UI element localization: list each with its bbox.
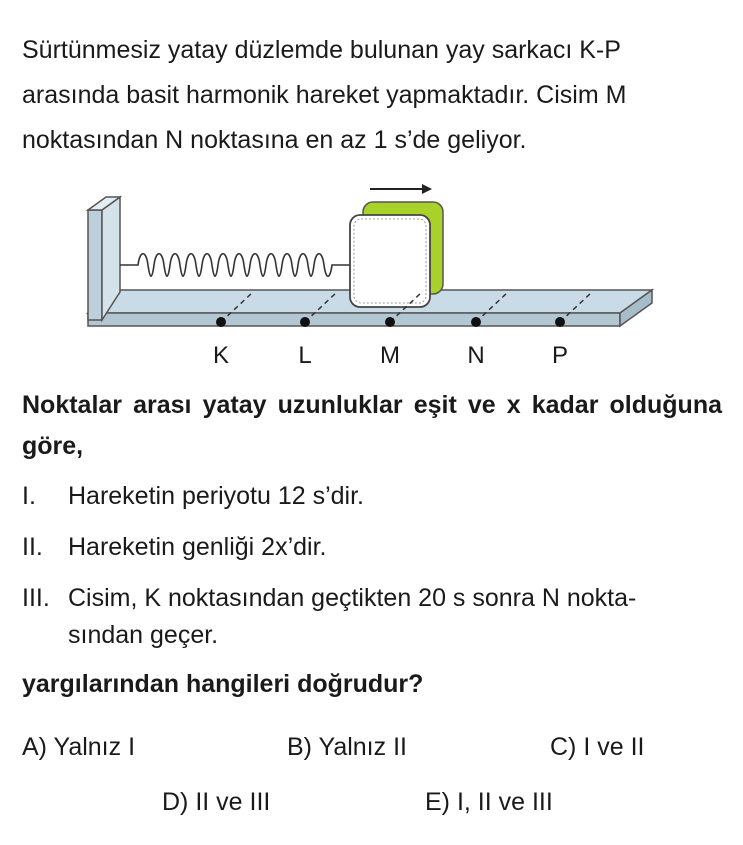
point-n — [471, 317, 481, 327]
statement-number: II. — [22, 533, 43, 561]
point-l — [300, 317, 310, 327]
question-intro — [22, 28, 722, 163]
intro-line-1: Sürtünmesiz yatay düzlemde bulunan yay sarkacı K-P — [22, 36, 621, 64]
point-p — [555, 317, 565, 327]
option-a[interactable]: A) Yalnız I — [22, 733, 136, 761]
spring-pendulum-figure — [0, 170, 743, 380]
wall-front — [88, 210, 102, 320]
question-prompt: yargılarından hangileri doğrudur? — [22, 670, 424, 698]
statement-number: I. — [22, 482, 36, 510]
point-label-n: N — [467, 342, 485, 369]
statement-text: Cisim, K noktasından geçtikten 20 s sonra N nokta- — [68, 584, 637, 612]
motion-arrow-head — [422, 184, 432, 194]
option-b[interactable]: B) Yalnız II — [287, 733, 407, 761]
spring — [120, 254, 352, 277]
point-label-p: P — [551, 342, 569, 369]
point-m — [385, 317, 395, 327]
question-stem: Noktalar arası yatay uzunluklar eşit ve x kadar olduğuna göre, — [22, 391, 722, 460]
block-front — [350, 215, 430, 307]
option-e[interactable]: E) I, II ve III — [425, 788, 553, 816]
statement-text-cont: sından geçer. — [68, 621, 219, 649]
statement-3 — [22, 580, 727, 654]
statement-list — [22, 478, 727, 668]
statement-text: Hareketin genliği 2x’dir. — [68, 533, 327, 561]
statement-1 — [22, 478, 727, 515]
point-label-l: L — [298, 342, 312, 369]
point-label-k: K — [212, 342, 230, 369]
intro-line-2: arasında basit harmonik hareket yapmaktadır. Cisim M — [22, 81, 627, 109]
point-k — [216, 317, 226, 327]
figure-drawing — [0, 170, 743, 380]
option-d[interactable]: D) II ve III — [162, 788, 271, 816]
statement-text: Hareketin periyotu 12 s’dir. — [68, 482, 364, 510]
surface-front — [88, 313, 620, 326]
intro-line-3: noktasından N noktasına en az 1 s’de geliyor. — [22, 126, 527, 154]
statement-2 — [22, 529, 727, 566]
statement-number: III. — [22, 584, 50, 612]
option-c[interactable]: C) I ve II — [550, 733, 645, 761]
point-label-m: M — [380, 342, 400, 369]
